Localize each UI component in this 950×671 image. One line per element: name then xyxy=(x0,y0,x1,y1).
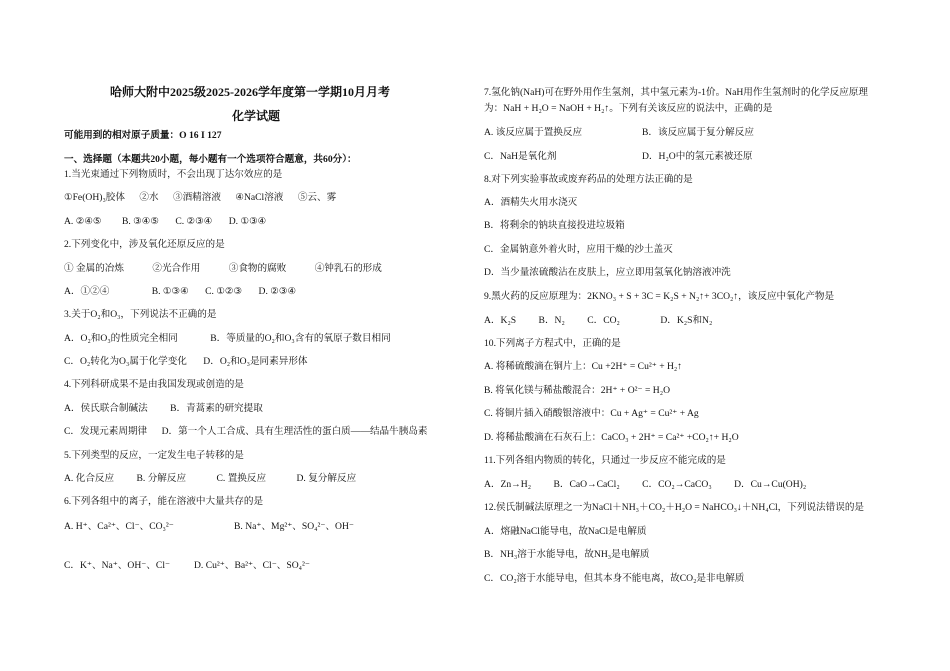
option[interactable]: A. ②④⑤ xyxy=(64,216,102,227)
q6-stem: 6.下列各组中的离子，能在溶液中大量共存的是 xyxy=(64,496,264,507)
option[interactable]: B．青蒿素的研究提取 xyxy=(170,403,263,414)
q7-stem-line1: 7.氢化钠(NaH)可在野外用作生氢剂，其中氢元素为-1价。NaH用作生氢剂时的化学反应原理 xyxy=(484,87,868,98)
q10-stem: 10.下列离子方程式中，正确的是 xyxy=(484,338,621,349)
q11-options xyxy=(484,480,806,490)
q9-options xyxy=(484,316,712,326)
q4-options-ab xyxy=(64,404,263,414)
option[interactable]: A．K₂S xyxy=(484,315,517,326)
option[interactable]: C. ①②③ xyxy=(205,286,243,297)
q2-items xyxy=(64,264,382,274)
q6-option-d[interactable]: D. Cu²⁺、Ba²⁺、Cl⁻、SO₄²⁻ xyxy=(194,560,310,571)
option[interactable]: D．O₂和O₃是同素异形体 xyxy=(203,356,308,367)
q1-item: ②水 xyxy=(139,192,159,203)
q10-option-d[interactable]: D. 将稀盐酸滴在石灰石上：CaCO₃ + 2H⁺ = Ca²⁺ +CO₂↑+ H₂O xyxy=(484,432,739,443)
q8-option-a[interactable]: A．酒精失火用水浇灭 xyxy=(484,197,578,208)
option[interactable]: B．CaO→CaCl₂ xyxy=(553,479,620,490)
option[interactable]: D. ①③④ xyxy=(228,216,267,227)
section-heading: 一、选择题（本题共20小题，每小题有一个选项符合题意，共60分）： xyxy=(64,154,357,165)
q12-stem: 12.侯氏制碱法原理之一为NaCl＋NH₃＋CO₂＋H₂O = NaHCO₃↓＋NH₄Cl，下列说法错误的是 xyxy=(484,502,865,513)
q9-stem: 9.黑火药的反应原理为：2KNO₃ + S + 3C = K₂S + N₂↑+ 3CO₂↑，该反应中氧化产物是 xyxy=(484,291,835,302)
q8-option-b[interactable]: B．将剩余的钠块直接投进垃圾箱 xyxy=(484,220,625,231)
option[interactable]: A．Zn→H₂ xyxy=(484,479,532,490)
q3-options-cd xyxy=(64,357,308,367)
q10-option-b[interactable]: B. 将氧化镁与稀盐酸混合：2H⁺ + O²⁻ = H₂O xyxy=(484,385,671,396)
option[interactable]: D．第一个人工合成、具有生理活性的蛋白质——结晶牛胰岛素 xyxy=(161,426,428,437)
q3-stem: 3.关于O₂和O₃，下列说法不正确的是 xyxy=(64,309,217,320)
q11-stem: 11.下列各组内物质的转化，只通过一步反应不能完成的是 xyxy=(484,455,726,466)
option[interactable]: A．侯氏联合制碱法 xyxy=(64,403,148,414)
q6-option-b[interactable]: B. Na⁺、Mg²⁺、SO₄²⁻、OH⁻ xyxy=(234,521,354,532)
option[interactable]: C．O₂转化为O₃属于化学变化 xyxy=(64,356,187,367)
q6-option-c[interactable]: C．K⁺、Na⁺、OH⁻、Cl⁻ xyxy=(64,560,171,571)
q6-option-a[interactable]: A. H⁺、Ca²⁺、Cl⁻、CO₃²⁻ xyxy=(64,521,174,532)
q2-stem: 2.下列变化中，涉及氧化还原反应的是 xyxy=(64,239,225,250)
q7-option-b[interactable]: B．该反应属于复分解反应 xyxy=(642,127,754,138)
q5-options xyxy=(64,474,356,484)
q1-stem: 1.当光束通过下列物质时，不会出现丁达尔效应的是 xyxy=(64,169,283,180)
option[interactable]: D. 复分解反应 xyxy=(296,473,357,484)
q12-option-a[interactable]: A．熔融NaCl能导电，故NaCl是电解质 xyxy=(484,526,647,537)
q8-option-d[interactable]: D．当少量浓硫酸沾在皮肤上，应立即用氢氧化钠溶液冲洗 xyxy=(484,267,731,278)
q5-stem: 5.下列类型的反应，一定发生电子转移的是 xyxy=(64,450,244,461)
exam-subtitle: 化学试题 xyxy=(232,109,281,123)
q2-options xyxy=(64,287,296,297)
option[interactable]: C．CO₂→CaCO₃ xyxy=(642,479,712,490)
option[interactable]: B. ①③④ xyxy=(151,286,189,297)
option[interactable]: B. ③④⑤ xyxy=(121,216,159,227)
q8-stem: 8.对下列实验事故或废弃药品的处理方法正确的是 xyxy=(484,174,693,185)
q2-item: ②光合作用 xyxy=(152,263,201,274)
q8-option-c[interactable]: C．金属钠意外着火时，应用干燥的沙土盖灭 xyxy=(484,244,673,255)
option[interactable]: A. 化合反应 xyxy=(64,473,115,484)
q1-item: ③酒精溶液 xyxy=(172,192,221,203)
option[interactable]: B．N₂ xyxy=(538,315,565,326)
q10-option-a[interactable]: A. 将稀硫酸滴在铜片上：Cu +2H⁺ = Cu²⁺ + H₂↑ xyxy=(484,361,683,372)
q3-options-ab xyxy=(64,334,391,344)
q7-stem-line2: 为：NaH + H₂O = NaOH + H₂↑。下列有关该反应的说法中，正确的是 xyxy=(484,103,773,114)
option[interactable]: C. 置换反应 xyxy=(216,473,267,484)
q1-items xyxy=(64,193,336,203)
option[interactable]: B．等质量的O₂和O₃含有的氧原子数目相同 xyxy=(210,333,391,344)
q7-option-d[interactable]: D．H₂O中的氢元素被还原 xyxy=(642,151,753,162)
option[interactable]: D．K₂S和N₂ xyxy=(660,315,713,326)
q7-option-a[interactable]: A. 该反应属于置换反应 xyxy=(484,127,583,138)
option[interactable]: A．O₂和O₃的性质完全相同 xyxy=(64,333,178,344)
option[interactable]: D. ②③④ xyxy=(258,286,297,297)
q4-options-cd xyxy=(64,427,428,437)
q2-item: ① 金属的冶炼 xyxy=(64,263,124,274)
option[interactable]: C．CO₂ xyxy=(587,315,620,326)
q1-item: ⑤云、雾 xyxy=(297,192,337,203)
q2-item: ③食物的腐败 xyxy=(228,263,287,274)
exam-title: 哈师大附中2025级2025-2026学年度第一学期10月月考 xyxy=(110,85,390,99)
q2-item: ④钟乳石的形成 xyxy=(314,263,382,274)
q10-option-c[interactable]: C. 将铜片插入硝酸银溶液中：Cu + Ag⁺ = Cu²⁺ + Ag xyxy=(484,408,699,419)
option[interactable]: C．发现元素周期律 xyxy=(64,426,148,437)
atomic-masses: 可能用到的相对原子质量：O 16 I 127 xyxy=(64,130,222,141)
option[interactable]: D．Cu→Cu(OH)₂ xyxy=(734,479,807,490)
q7-option-c[interactable]: C．NaH是氧化剂 xyxy=(484,151,557,162)
q12-option-b[interactable]: B．NH₃溶于水能导电，故NH₃是电解质 xyxy=(484,549,650,560)
q1-options xyxy=(64,217,266,227)
option[interactable]: A．①②④ xyxy=(64,286,110,297)
q12-option-c[interactable]: C．CO₂溶于水能导电，但其本身不能电离，故CO₂是非电解质 xyxy=(484,573,745,584)
q1-item: ④NaCl溶液 xyxy=(235,192,284,203)
option[interactable]: C. ②③④ xyxy=(175,216,213,227)
option[interactable]: B. 分解反应 xyxy=(136,473,187,484)
q4-stem: 4.下列科研成果不是由我国发现或创造的是 xyxy=(64,379,244,390)
q1-item: ①Fe(OH)₃胶体 xyxy=(64,192,125,203)
